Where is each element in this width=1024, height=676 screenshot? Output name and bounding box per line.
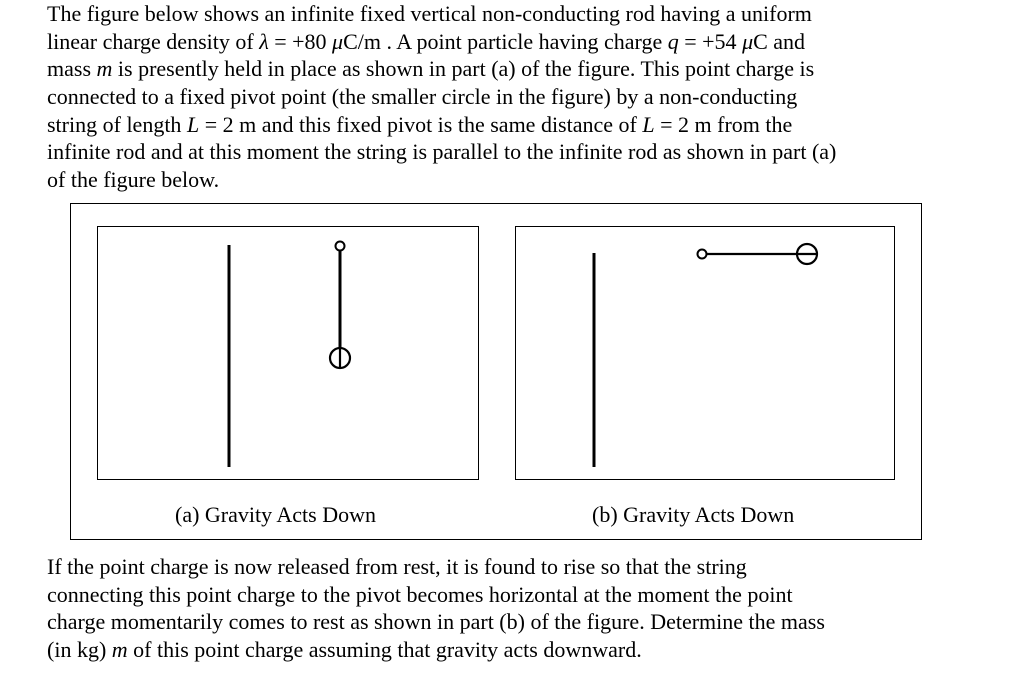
intro-line-6: infinite rod and at this moment the string is parallel to the infinite rod as shown in part (a) — [47, 139, 837, 165]
question-line-2: connecting this point charge to the pivot becomes horizontal at the moment the point — [47, 581, 793, 607]
L-symbol: L — [186, 111, 200, 137]
panel-a-drawing — [98, 227, 480, 481]
m-symbol: m — [96, 56, 113, 82]
figure-panel-a — [97, 226, 479, 480]
problem-question — [47, 553, 977, 664]
q-symbol: q — [667, 28, 679, 54]
question-line-1: If the point charge is now released from rest, it is found to rise so that the string — [47, 554, 747, 579]
figure-panel-b — [515, 226, 895, 480]
L-symbol: L — [642, 111, 655, 137]
intro-line-2: linear charge density of λ = +80 μC/m . A point particle having charge q = +54 μC and — [47, 28, 806, 54]
pivot-point — [336, 242, 345, 251]
caption-part-b: (b) Gravity Acts Down — [592, 502, 795, 527]
intro-line-3: mass m is presently held in place as shown in part (a) of the figure. This point charge is — [47, 56, 815, 82]
caption-part-a: (a) Gravity Acts Down — [175, 502, 377, 527]
panel-b-drawing — [516, 227, 896, 481]
question-line-3: charge momentarily comes to rest as shown in part (b) of the figure. Determine the mass — [47, 609, 825, 635]
m-symbol: m — [111, 637, 128, 663]
intro-line-7: of the figure below. — [47, 167, 220, 193]
pivot-point — [698, 250, 707, 259]
intro-line-1: The figure below shows an infinite fixed vertical non-conducting rod having a uniform — [47, 1, 812, 26]
intro-line-5: string of length L = 2 m and this fixed pivot is the same distance of L = 2 m from the — [47, 111, 793, 137]
intro-line-4: connected to a fixed pivot point (the smaller circle in the figure) by a non-conducting — [47, 84, 798, 110]
problem-intro — [47, 0, 977, 194]
question-line-4: (in kg) m of this point charge assuming that gravity acts downward. — [47, 637, 642, 663]
lambda-symbol: λ — [259, 28, 269, 54]
